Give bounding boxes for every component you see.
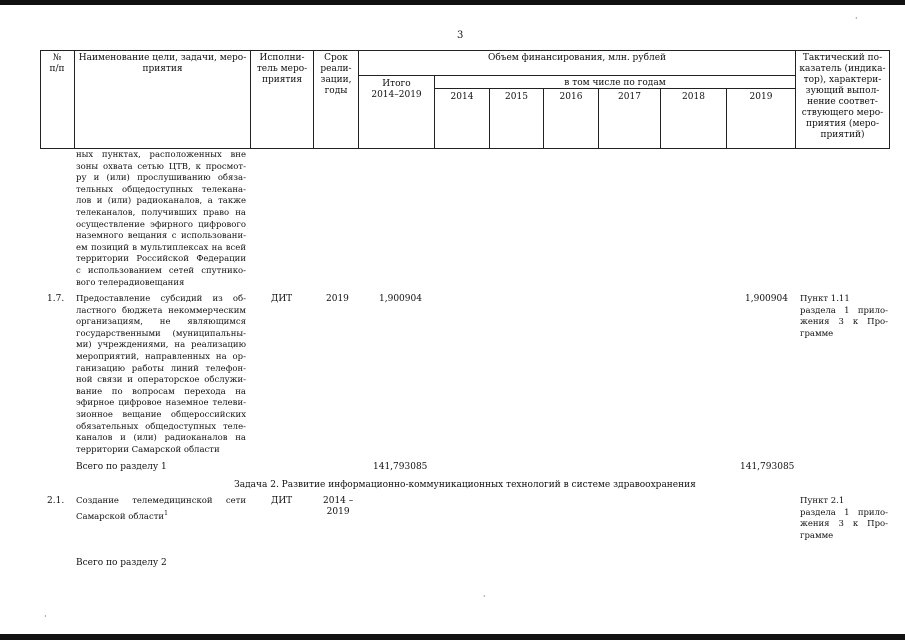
header-year-2015: 2015 — [505, 92, 528, 102]
total-section-1-label: Всего по разделу 1 — [76, 462, 167, 472]
row-1-7-year-2019: 1,900904 — [745, 294, 788, 304]
total-section-2-label: Всего по разделу 2 — [76, 558, 167, 568]
continued-description: ных пунктах, расположенных вне зоны охвата сетью ЦТВ, к просмот- ру и (или) прослушиванию обяза- тельных общедоступных телекана- лов и (или) радиоканалов, а также телеканалов, получивших право на осуществление эфирного цифрового наземного вещания с использовани- ем позиций в мультиплексах на всей территории Российской Федерации с использованием сетей спутнико- вого телерадиовещания — [76, 150, 246, 288]
scan-speck: · — [855, 14, 858, 23]
header-by-years-label: в том числе по годам — [564, 78, 666, 88]
header-funding-label: Объем финансирования, млн. рублей — [487, 53, 667, 63]
header-year-2018: 2018 — [682, 92, 705, 102]
header-name-label: Наименование цели, задачи, меро- приятия — [78, 53, 247, 74]
total-section-1-total: 141,793085 — [373, 462, 428, 472]
footnote-mark: 1 — [164, 509, 168, 517]
row-1-7-term: 2019 — [326, 294, 349, 304]
header-year-2014: 2014 — [450, 92, 474, 102]
row-2-1-term: 2014 – 2019 — [323, 496, 354, 517]
header-indicator-label: Тактический по- казатель (индика- тор), характери- зующий выпол- нение соответ- ствующего меро- приятия (меро- приятий) — [799, 53, 886, 140]
row-1-7-description: Предоставление субсидий из об- ластного бюджета некоммерческим организациям, не являющимся государственными (муниципальны- ми) учреждениями, на реализацию мероприятий, направленных на ор- ганизацию работы линий телефон- ной связи и операторское обслужи- вание по вопросам перехода на эфирное цифровое наземное телеви- зионное вещание общероссийских обязательных общедоступных теле- каналов и (или) радиоканалов на территории Самарской области — [76, 294, 246, 455]
row-1-7-number: 1.7. — [47, 294, 65, 304]
row-2-1-description: Создание телемедицинской сети Самарской области$^1$ — [76, 496, 246, 522]
header-year-2017: 2017 — [618, 92, 641, 102]
scan-speck: · — [483, 592, 486, 601]
row-1-7-executor: ДИТ — [271, 294, 293, 304]
scan-bottom-border — [0, 634, 905, 640]
page-number: 3 — [457, 30, 464, 41]
row-2-1-indicator: Пункт 2.1 раздела 1 прило- жения 3 к Про- грамме — [800, 496, 888, 541]
total-section-1-year-2019: 141,793085 — [740, 462, 795, 472]
header-num-label: № п/п — [49, 53, 65, 74]
row-1-7-indicator: Пункт 1.11 раздела 1 прило- жения 3 к Про- грамме — [800, 294, 888, 339]
header-year-2019: 2019 — [749, 92, 773, 102]
row-2-1-executor: ДИТ — [271, 496, 293, 506]
header-total-label: Итого 2014–2019 — [371, 79, 422, 100]
scan-speck: · — [44, 612, 47, 621]
header-year-2016: 2016 — [559, 92, 583, 102]
row-2-1-number: 2.1. — [47, 496, 65, 506]
task-2-heading: Задача 2. Развитие информационно-коммуникационных технологий в системе здравоохранения — [234, 480, 696, 490]
header-term-label: Срок реали- зации, годы — [320, 53, 352, 96]
row-1-7-total: 1,900904 — [379, 294, 422, 304]
scan-top-border — [0, 0, 905, 5]
header-executor-label: Исполни- тель меро- приятия — [256, 53, 308, 85]
